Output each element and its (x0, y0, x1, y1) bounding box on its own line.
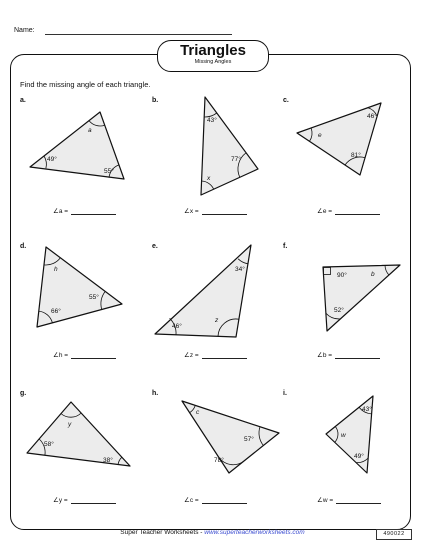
label-e-0: 34° (235, 266, 245, 273)
footer-prefix: Super Teacher Worksheets - (120, 529, 205, 536)
label-b-1: 77° (231, 156, 241, 163)
label-h-1: 57° (244, 436, 254, 443)
answer-label-i: ∠w = (317, 497, 334, 504)
label-h-0: c (196, 409, 200, 416)
name-label: Name: (14, 27, 35, 34)
answer-f (317, 351, 380, 359)
answer-label-c: ∠e = (317, 208, 333, 215)
problem-label-f: f. (283, 243, 288, 250)
answer-blank-d[interactable] (71, 352, 116, 359)
answer-d (53, 351, 116, 359)
answer-label-d: ∠h = (53, 352, 69, 359)
label-i-1: w (341, 432, 346, 439)
answer-blank-b[interactable] (202, 208, 247, 215)
label-f-0: 90° (337, 272, 347, 279)
page-title: Triangles (180, 42, 246, 59)
triangle-g (27, 402, 130, 466)
title-box (157, 40, 269, 72)
label-g-1: 58° (44, 441, 54, 448)
answer-label-f: ∠b = (317, 352, 333, 359)
answer-blank-f[interactable] (335, 352, 380, 359)
page-subtitle: Missing Angles (194, 59, 232, 65)
instructions: Find the missing angle of each triangle. (20, 80, 151, 89)
triangle-d (37, 247, 122, 327)
label-b-0: 43° (207, 117, 217, 124)
answer-blank-g[interactable] (71, 497, 116, 504)
triangle-e (155, 245, 251, 337)
problem-label-c: c. (283, 97, 289, 104)
label-a-0: a (88, 127, 92, 134)
label-g-2: 38° (103, 457, 113, 464)
answer-label-h: ∠c = (184, 497, 199, 504)
label-g-0: y (68, 421, 72, 428)
footer (0, 529, 425, 536)
label-c-0: e (318, 132, 322, 139)
label-h-2: 78° (214, 457, 224, 464)
label-i-2: 49° (354, 453, 364, 460)
answer-blank-a[interactable] (71, 208, 116, 215)
worksheet-code: 490022 (376, 529, 412, 540)
label-d-2: 66° (51, 308, 61, 315)
answer-i (317, 496, 381, 504)
answer-c (317, 207, 380, 215)
footer-url-link[interactable]: www.superteacherworksheets.com (204, 529, 305, 536)
label-e-2: z (215, 317, 219, 324)
answer-blank-e[interactable] (202, 352, 247, 359)
problem-label-i: i. (283, 390, 287, 397)
problem-label-h: h. (152, 390, 159, 397)
answer-e (184, 351, 247, 359)
answer-g (53, 496, 116, 504)
label-f-2: 52° (334, 307, 344, 314)
answer-label-g: ∠y = (53, 497, 68, 504)
answer-h (184, 496, 247, 504)
answer-blank-i[interactable] (336, 497, 381, 504)
label-b-2: x (207, 175, 211, 182)
label-f-1: b (371, 271, 375, 278)
answer-a (53, 207, 116, 215)
problem-label-d: d. (20, 243, 27, 250)
problem-label-g: g. (20, 390, 27, 397)
problem-label-e: e. (152, 243, 158, 250)
answer-blank-h[interactable] (202, 497, 247, 504)
answer-blank-c[interactable] (335, 208, 380, 215)
answer-label-e: ∠z = (184, 352, 199, 359)
answer-b (184, 207, 247, 215)
label-e-1: 46° (172, 323, 182, 330)
answer-label-a: ∠a = (53, 208, 69, 215)
problem-label-b: b. (152, 97, 159, 104)
answer-label-b: ∠x = (184, 208, 199, 215)
problem-label-a: a. (20, 97, 26, 104)
label-c-1: 46° (367, 113, 377, 120)
triangle-f (323, 265, 400, 331)
label-a-2: 55° (104, 168, 114, 175)
label-i-0: 43° (362, 406, 372, 413)
label-a-1: 49° (47, 156, 57, 163)
label-c-2: 81° (351, 152, 361, 159)
label-d-1: 55° (89, 294, 99, 301)
label-d-0: h (54, 266, 58, 273)
